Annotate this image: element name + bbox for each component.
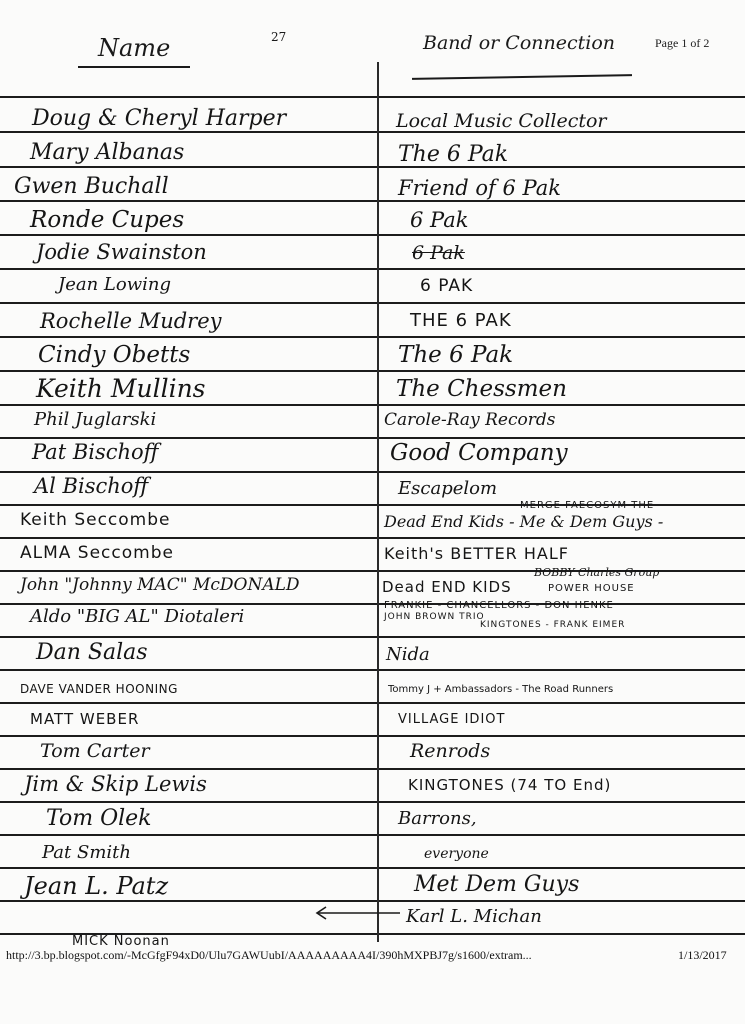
band-entry: Carole-Ray Records (384, 410, 556, 430)
name-entry: Tom Olek (46, 806, 152, 831)
name-column-header: Name (98, 34, 171, 62)
band-column-header: Band or Connection (423, 32, 616, 54)
band-entry: Met Dem Guys (414, 872, 580, 897)
band-note: BOBBY Charles Group (534, 566, 660, 579)
print-date: 1/13/2017 (678, 948, 727, 962)
band-entry: The Chessmen (396, 376, 567, 402)
name-entry: ALMA Seccombe (20, 543, 174, 563)
name-entry: Jean L. Patz (24, 872, 169, 900)
band-header-underline (412, 74, 632, 79)
band-entry: THE 6 PAK (410, 310, 512, 331)
source-url: http://3.bp.blogspot.com/-McGfgF94xD0/Ulu7GAWUubI/AAAAAAAAA4I/390hMXPBJ7g/s1600/extram... (6, 948, 532, 962)
name-entry: Keith Seccombe (20, 510, 171, 530)
band-entry: 6 PAK (420, 276, 474, 296)
name-entry: Cindy Obetts (38, 342, 191, 368)
band-entry: Barrons, (398, 808, 477, 829)
band-entry: Karl L. Michan (406, 906, 542, 927)
band-entry: Dead END KIDS (382, 578, 512, 596)
band-entry: KINGTONES (74 TO End) (408, 776, 612, 794)
name-entry: Pat Bischoff (32, 440, 159, 464)
band-entry: Tommy J + Ambassadors - The Road Runners (388, 684, 614, 695)
name-entry: Tom Carter (40, 740, 150, 762)
band-note: POWER HOUSE (548, 583, 635, 594)
name-entry: Aldo "BIG AL" Diotaleri (30, 606, 245, 627)
name-entry-last: MICK Noonan (72, 934, 170, 949)
name-header-underline (78, 66, 190, 68)
name-entry: MATT WEBER (30, 710, 140, 728)
band-entry: Local Music Collector (396, 110, 607, 132)
entry-count: 27 (271, 30, 287, 44)
name-entry: Phil Juglarski (34, 409, 157, 430)
name-entry: Al Bischoff (34, 474, 149, 498)
name-entry: Keith Mullins (36, 374, 206, 403)
band-entry: The 6 Pak (398, 342, 514, 368)
name-entry: Jodie Swainston (36, 240, 207, 264)
band-entry: 6 Pak (412, 242, 465, 264)
band-note: KINGTONES - FRANK EIMER (480, 620, 626, 630)
name-entry: Rochelle Mudrey (40, 309, 222, 333)
arrow-left-icon (312, 906, 402, 920)
band-entry: FRANKIE - CHANCELLORS - DON HENKE (384, 600, 614, 611)
name-entry: Pat Smith (42, 842, 131, 863)
band-note: MERGE FAECOSYM THE (520, 500, 655, 511)
band-entry: everyone (424, 846, 489, 862)
band-entry: Dead End Kids - Me & Dem Guys - (384, 512, 664, 531)
name-entry: Ronde Cupes (30, 207, 185, 233)
band-entry: Nida (386, 644, 430, 665)
name-entry: Mary Albanas (30, 140, 185, 165)
page-number: Page 1 of 2 (655, 36, 710, 50)
band-entry: Keith's BETTER HALF (384, 544, 569, 563)
band-entry: Renrods (410, 740, 491, 762)
name-entry: Gwen Buchall (14, 174, 169, 199)
band-entry: VILLAGE IDIOT (398, 712, 506, 727)
name-entry: Dan Salas (36, 640, 148, 665)
band-entry: Good Company (390, 440, 568, 466)
name-entry: Jean Lowing (58, 274, 171, 295)
band-note: JOHN BROWN TRIO (384, 612, 485, 622)
band-entry: Escapelom (398, 478, 498, 499)
name-entry: Jim & Skip Lewis (24, 772, 207, 796)
band-entry: Friend of 6 Pak (398, 176, 561, 200)
band-entry: 6 Pak (410, 208, 469, 232)
name-entry: Doug & Cheryl Harper (32, 106, 287, 131)
column-divider (377, 62, 379, 942)
band-entry: The 6 Pak (398, 142, 509, 167)
name-entry: DAVE VANDER HOONING (20, 682, 178, 696)
name-entry: John "Johnny MAC" McDONALD (20, 575, 300, 595)
